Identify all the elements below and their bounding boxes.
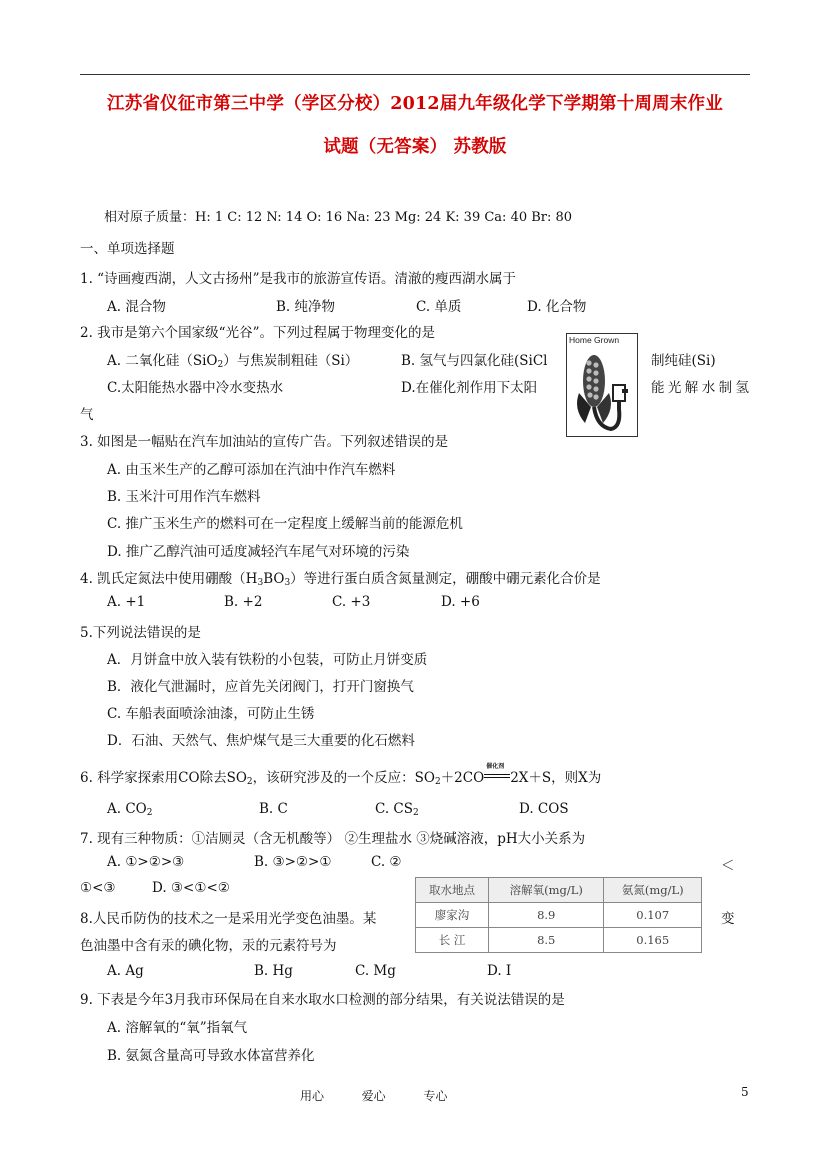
question-4-option-c: C. +3 <box>332 594 371 610</box>
section-heading: 一、单项选择题 <box>80 241 175 257</box>
question-9-option-a: A. 溶解氧的“氧”指氧气 <box>107 1020 248 1036</box>
water-quality-table <box>415 877 702 953</box>
question-6-option-d: D. COS <box>519 801 569 817</box>
page-number: 5 <box>741 1085 749 1099</box>
question-8-stem-tail: 变 <box>721 911 735 927</box>
question-4-stem: 4. 凯氏定氮法中使用硼酸$(H_3BO_3)$等进行蛋白质含氮量测定，硼酸中硼元素化合价是 <box>80 571 601 588</box>
question-7-option-c-tail: ＜ <box>721 858 735 874</box>
question-8-option-c: C. Mg <box>355 963 396 979</box>
question-2-stem: 2. 我市是第六个国家级“光谷”。下列过程属于物理变化的是 <box>80 325 435 341</box>
question-2-option-d-wrap: 气 <box>80 407 94 423</box>
table-cell: 廖家沟 <box>416 903 489 928</box>
question-8-option-a: A. Ag <box>107 963 144 979</box>
question-2-option-b: B. 氢气与四氯化硅(SiCl <box>401 353 548 369</box>
table-header-cell: 溶解氧(mg/L) <box>489 878 604 903</box>
question-1-option-b: B. 纯净物 <box>276 299 336 315</box>
question-7-stem: 7. 现有三种物质：①洁厕灵（含无机酸等） ②生理盐水 ③烧碱溶液，pH大小关系为 <box>80 831 586 847</box>
question-3-option-b: B. 玉米汁可用作汽车燃料 <box>107 489 261 505</box>
table-cell: 0.165 <box>604 928 702 953</box>
question-7-option-a: A. ①>②>③ <box>107 854 185 870</box>
question-7-option-d: D. ③<①<② <box>152 880 230 896</box>
question-5-stem: 5.下列说法错误的是 <box>80 625 201 641</box>
question-6-option-b: B. C <box>259 801 288 817</box>
question-2-option-a: A. 二氧化硅（SiO$_2$）与焦炭制粗硅（Si） <box>107 353 359 370</box>
question-3-option-a: A. 由玉米生产的乙醇可添加在汽油中作汽车燃料 <box>107 462 396 478</box>
corn-fuel-nozzle-icon <box>567 347 637 435</box>
question-5-option-c: C. 车船表面喷涂油漆，可防止生锈 <box>107 706 315 722</box>
question-9-option-b: B. 氨氮含量高可导致水体富营养化 <box>107 1048 315 1064</box>
question-5-option-a: A．月饼盒中放入装有铁粉的小包装，可防止月饼变质 <box>107 652 428 668</box>
document-title-line-1: 江苏省仪征市第三中学（学区分校）2012届九年级化学下学期第十周周末作业 <box>107 94 723 114</box>
question-1-option-c: C. 单质 <box>416 299 462 315</box>
atomic-mass-line: 相对原子质量：H: 1 C: 12 N: 14 O: 16 Na: 23 Mg: 24 K: 39 Ca: 40 Br: 80 <box>104 210 573 225</box>
footer-text: 爱心 <box>361 1089 386 1103</box>
question-6-option-a: A. $CO_2$ <box>107 801 153 818</box>
question-8-option-d: D. I <box>487 963 512 979</box>
question-4-option-b: B. +2 <box>224 594 263 610</box>
question-3-option-d: D. 推广乙醇汽油可适度减轻汽车尾气对环境的污染 <box>107 544 410 560</box>
question-8-stem: 8.人民币防伪的技术之一是采用光学变色油墨。某 <box>80 911 377 927</box>
question-6-option-c: C. $CS_2$ <box>375 801 419 818</box>
table-header-cell: 氨氮(mg/L) <box>604 878 702 903</box>
question-3-stem: 3. 如图是一幅贴在汽车加油站的宣传广告。下列叙述错误的是 <box>80 434 449 450</box>
table-row <box>416 928 702 953</box>
question-1-stem: 1. “诗画瘦西湖，人文古扬州”是我市的旅游宣传语。清澈的瘦西湖水属于 <box>80 271 516 287</box>
question-2-option-d-tail: 能光解水制氢 <box>651 380 749 396</box>
table-cell: 长 江 <box>416 928 489 953</box>
corn-ad-label: Home Grown <box>569 335 620 345</box>
question-7-option-c-wrap: ①<③ <box>80 880 116 896</box>
question-1-option-d: D. 化合物 <box>527 299 587 315</box>
corn-fuel-ad-image <box>566 333 638 437</box>
question-4-option-d: D. +6 <box>441 594 480 610</box>
reaction-arrow: 催化剂 <box>484 770 510 786</box>
question-5-option-b: B．液化气泄漏时，应首先关闭阀门，打开门窗换气 <box>107 679 414 695</box>
question-2-option-d: D.在催化剂作用下太阳 <box>401 380 538 396</box>
question-8-option-b: B. Hg <box>254 963 293 979</box>
table-header-cell: 取水地点 <box>416 878 489 903</box>
document-title-line-2: 试题（无答案） 苏教版 <box>323 137 507 157</box>
question-4-option-a: A. +1 <box>107 594 146 610</box>
table-cell: 0.107 <box>604 903 702 928</box>
question-7-option-c: C. ② <box>371 854 402 870</box>
question-7-option-b: B. ③>②>① <box>254 854 332 870</box>
table-cell: 8.9 <box>489 903 604 928</box>
table-row <box>416 903 702 928</box>
header-rule <box>80 74 750 75</box>
question-8-stem-wrap: 色油墨中含有汞的碘化物，汞的元素符号为 <box>80 938 337 954</box>
question-2-option-b-tail: 制纯硅(Si) <box>651 353 716 369</box>
table-cell: 8.5 <box>489 928 604 953</box>
page-footer <box>300 1087 447 1104</box>
footer-text: 用心 <box>300 1089 325 1103</box>
question-6-stem: 6. 科学家探索用CO除去$SO_2$，该研究涉及的一个反应：$SO_2+2CO$ 催化剂 2X＋S，则X为 <box>80 763 602 787</box>
footer-text: 专心 <box>423 1089 448 1103</box>
question-9-stem: 9. 下表是今年3月我市环保局在自来水取水口检测的部分结果，有关说法错误的是 <box>80 992 565 1008</box>
question-3-option-c: C. 推广玉米生产的燃料可在一定程度上缓解当前的能源危机 <box>107 516 463 532</box>
table-header-row <box>416 878 702 903</box>
question-2-option-c: C.太阳能热水器中冷水变热水 <box>107 380 284 396</box>
question-5-option-d: D．石油、天然气、焦炉煤气是三大重要的化石燃料 <box>107 733 415 749</box>
question-1-option-a: A. 混合物 <box>107 299 166 315</box>
